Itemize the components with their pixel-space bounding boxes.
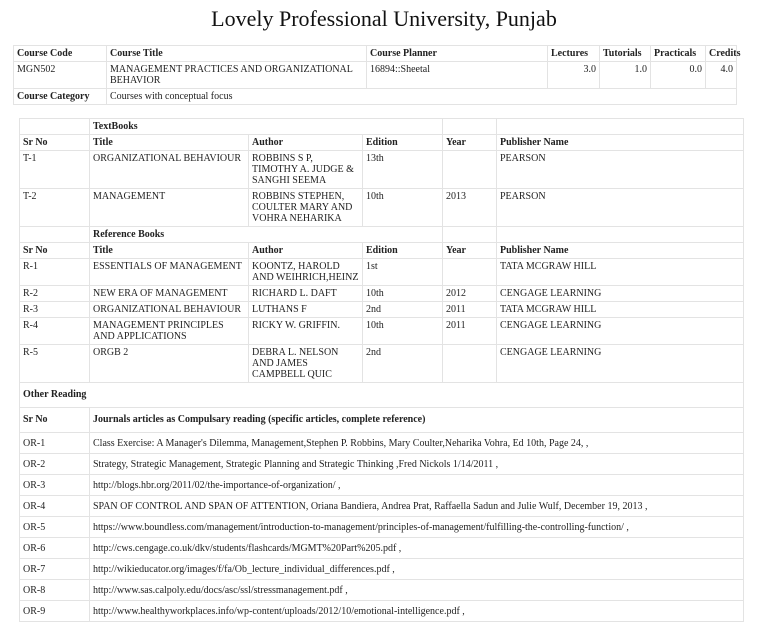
cell-author: ROBBINS STEPHEN, COULTER MARY AND VOHRA NEHARIKA [249,189,363,227]
header-sr-no: Sr No [20,135,90,151]
cell-year [443,151,497,189]
header-edition: Edition [363,243,443,259]
cell-author: LUTHANS F [249,302,363,318]
course-category-row [14,89,737,105]
header-year: Year [443,243,497,259]
course-category-label: Course Category [14,89,107,105]
cell-sr-no: T-2 [20,189,90,227]
table-row [20,345,744,383]
header-practicals: Practicals [651,46,706,62]
page-title: Lovely Professional University, Punjab [211,6,557,31]
table-row [20,580,744,601]
header-author: Author [249,243,363,259]
reference-header-row [20,243,744,259]
empty-cell [443,119,497,135]
cell-reference: Strategy, Strategic Management, Strategic Planning and Strategic Thinking ,Fred Nickols 1/14/2011 , [90,454,744,475]
cell-reference: http://cws.cengage.co.uk/dkv/students/flashcards/MGMT%20Part%205.pdf , [90,538,744,559]
header-journal-articles: Journals articles as Compulsary reading (specific articles, complete reference) [90,408,744,433]
cell-publisher: CENGAGE LEARNING [497,286,744,302]
cell-year: 2013 [443,189,497,227]
table-row [20,559,744,580]
cell-reference: http://wikieducator.org/images/f/fa/Ob_lecture_individual_differences.pdf , [90,559,744,580]
header-publisher: Publisher Name [497,135,744,151]
cell-reference: Class Exercise: A Manager's Dilemma, Management,Stephen P. Robbins, Mary Coulter,Neharika Vohra, Ed 10th, Page 24, , [90,433,744,454]
cell-edition: 1st [363,259,443,286]
cell-year: 2011 [443,302,497,318]
header-tutorials: Tutorials [600,46,651,62]
table-row [20,454,744,475]
cell-publisher: TATA MCGRAW HILL [497,259,744,286]
cell-author: KOONTZ, HAROLD AND WEIHRICH,HEINZ [249,259,363,286]
cell-sr-no: OR-5 [20,517,90,538]
other-reading-section-row [20,383,744,408]
credits-value: 4.0 [706,62,737,89]
cell-sr-no: OR-3 [20,475,90,496]
cell-sr-no: OR-2 [20,454,90,475]
cell-reference: https://www.boundless.com/management/introduction-to-management/principles-of-management/fulfilling-the-controlling-function/ , [90,517,744,538]
cell-edition: 10th [363,286,443,302]
textbooks-section-title: TextBooks [90,119,443,135]
course-code: MGN502 [14,62,107,89]
course-planner: 16894::Sheetal [367,62,548,89]
cell-reference: http://blogs.hbr.org/2011/02/the-importance-of-organization/ , [90,475,744,496]
cell-title: NEW ERA OF MANAGEMENT [90,286,249,302]
course-header-row [14,46,737,62]
empty-cell [497,227,744,243]
cell-publisher: PEARSON [497,151,744,189]
cell-author: ROBBINS S P, TIMOTHY A. JUDGE & SANGHI SEEMA [249,151,363,189]
header-title: Title [90,243,249,259]
cell-reference: SPAN OF CONTROL AND SPAN OF ATTENTION, Oriana Bandiera, Andrea Prat, Raffaella Sadun and Julie Wulf, December 19, 2013 , [90,496,744,517]
table-row [20,496,744,517]
header-course-planner: Course Planner [367,46,548,62]
cell-author: DEBRA L. NELSON AND JAMES CAMPBELL QUIC [249,345,363,383]
cell-publisher: PEARSON [497,189,744,227]
cell-title: MANAGEMENT [90,189,249,227]
table-row [20,517,744,538]
cell-sr-no: R-1 [20,259,90,286]
cell-reference: http://www.healthyworkplaces.info/wp-content/uploads/2012/10/emotional-intelligence.pdf , [90,601,744,622]
cell-title: ORGANIZATIONAL BEHAVIOUR [90,302,249,318]
course-category-value: Courses with conceptual focus [107,89,737,105]
course-title: MANAGEMENT PRACTICES AND ORGANIZATIONAL BEHAVIOR [107,62,367,89]
empty-cell [497,119,744,135]
cell-sr-no: R-4 [20,318,90,345]
cell-sr-no: OR-7 [20,559,90,580]
other-reading-table [19,382,744,622]
header-publisher: Publisher Name [497,243,744,259]
cell-author: RICHARD L. DAFT [249,286,363,302]
cell-sr-no: R-5 [20,345,90,383]
cell-title: ORGANIZATIONAL BEHAVIOUR [90,151,249,189]
table-row [20,538,744,559]
cell-sr-no: OR-9 [20,601,90,622]
header-author: Author [249,135,363,151]
header-credits: Credits [706,46,737,62]
cell-sr-no: OR-8 [20,580,90,601]
cell-publisher: TATA MCGRAW HILL [497,302,744,318]
cell-sr-no: T-1 [20,151,90,189]
cell-edition: 2nd [363,302,443,318]
cell-publisher: CENGAGE LEARNING [497,318,744,345]
reference-section-title: Reference Books [90,227,443,243]
header-course-title: Course Title [107,46,367,62]
cell-year [443,345,497,383]
table-row [20,259,744,286]
header-edition: Edition [363,135,443,151]
cell-sr-no: R-2 [20,286,90,302]
table-row [20,302,744,318]
cell-edition: 10th [363,318,443,345]
practicals-value: 0.0 [651,62,706,89]
cell-author: RICKY W. GRIFFIN. [249,318,363,345]
empty-cell [443,227,497,243]
cell-year: 2012 [443,286,497,302]
table-row [20,601,744,622]
cell-title: ESSENTIALS OF MANAGEMENT [90,259,249,286]
table-row [20,151,744,189]
table-row [20,475,744,496]
table-row [20,318,744,345]
cell-title: ORGB 2 [90,345,249,383]
header-sr-no: Sr No [20,243,90,259]
cell-year [443,259,497,286]
cell-sr-no: R-3 [20,302,90,318]
cell-edition: 2nd [363,345,443,383]
lectures-value: 3.0 [548,62,600,89]
cell-edition: 10th [363,189,443,227]
cell-year: 2011 [443,318,497,345]
table-row [20,433,744,454]
table-row [20,189,744,227]
cell-title: MANAGEMENT PRINCIPLES AND APPLICATIONS [90,318,249,345]
other-reading-section-title: Other Reading [20,383,744,408]
empty-cell [20,119,90,135]
header-lectures: Lectures [548,46,600,62]
header-sr-no: Sr No [20,408,90,433]
header-title: Title [90,135,249,151]
empty-cell [20,227,90,243]
cell-sr-no: OR-4 [20,496,90,517]
header-course-code: Course Code [14,46,107,62]
cell-sr-no: OR-1 [20,433,90,454]
course-data-row [14,62,737,89]
reference-section-row [20,227,744,243]
cell-edition: 13th [363,151,443,189]
textbooks-table [19,118,744,227]
tutorials-value: 1.0 [600,62,651,89]
cell-reference: http://www.sas.calpoly.edu/docs/asc/ssl/stressmanagement.pdf , [90,580,744,601]
header-year: Year [443,135,497,151]
textbooks-section-row [20,119,744,135]
other-reading-header-row [20,408,744,433]
table-row [20,286,744,302]
cell-sr-no: OR-6 [20,538,90,559]
course-info-table [13,45,741,105]
cell-publisher: CENGAGE LEARNING [497,345,744,383]
textbooks-header-row [20,135,744,151]
reference-books-table [19,226,744,383]
